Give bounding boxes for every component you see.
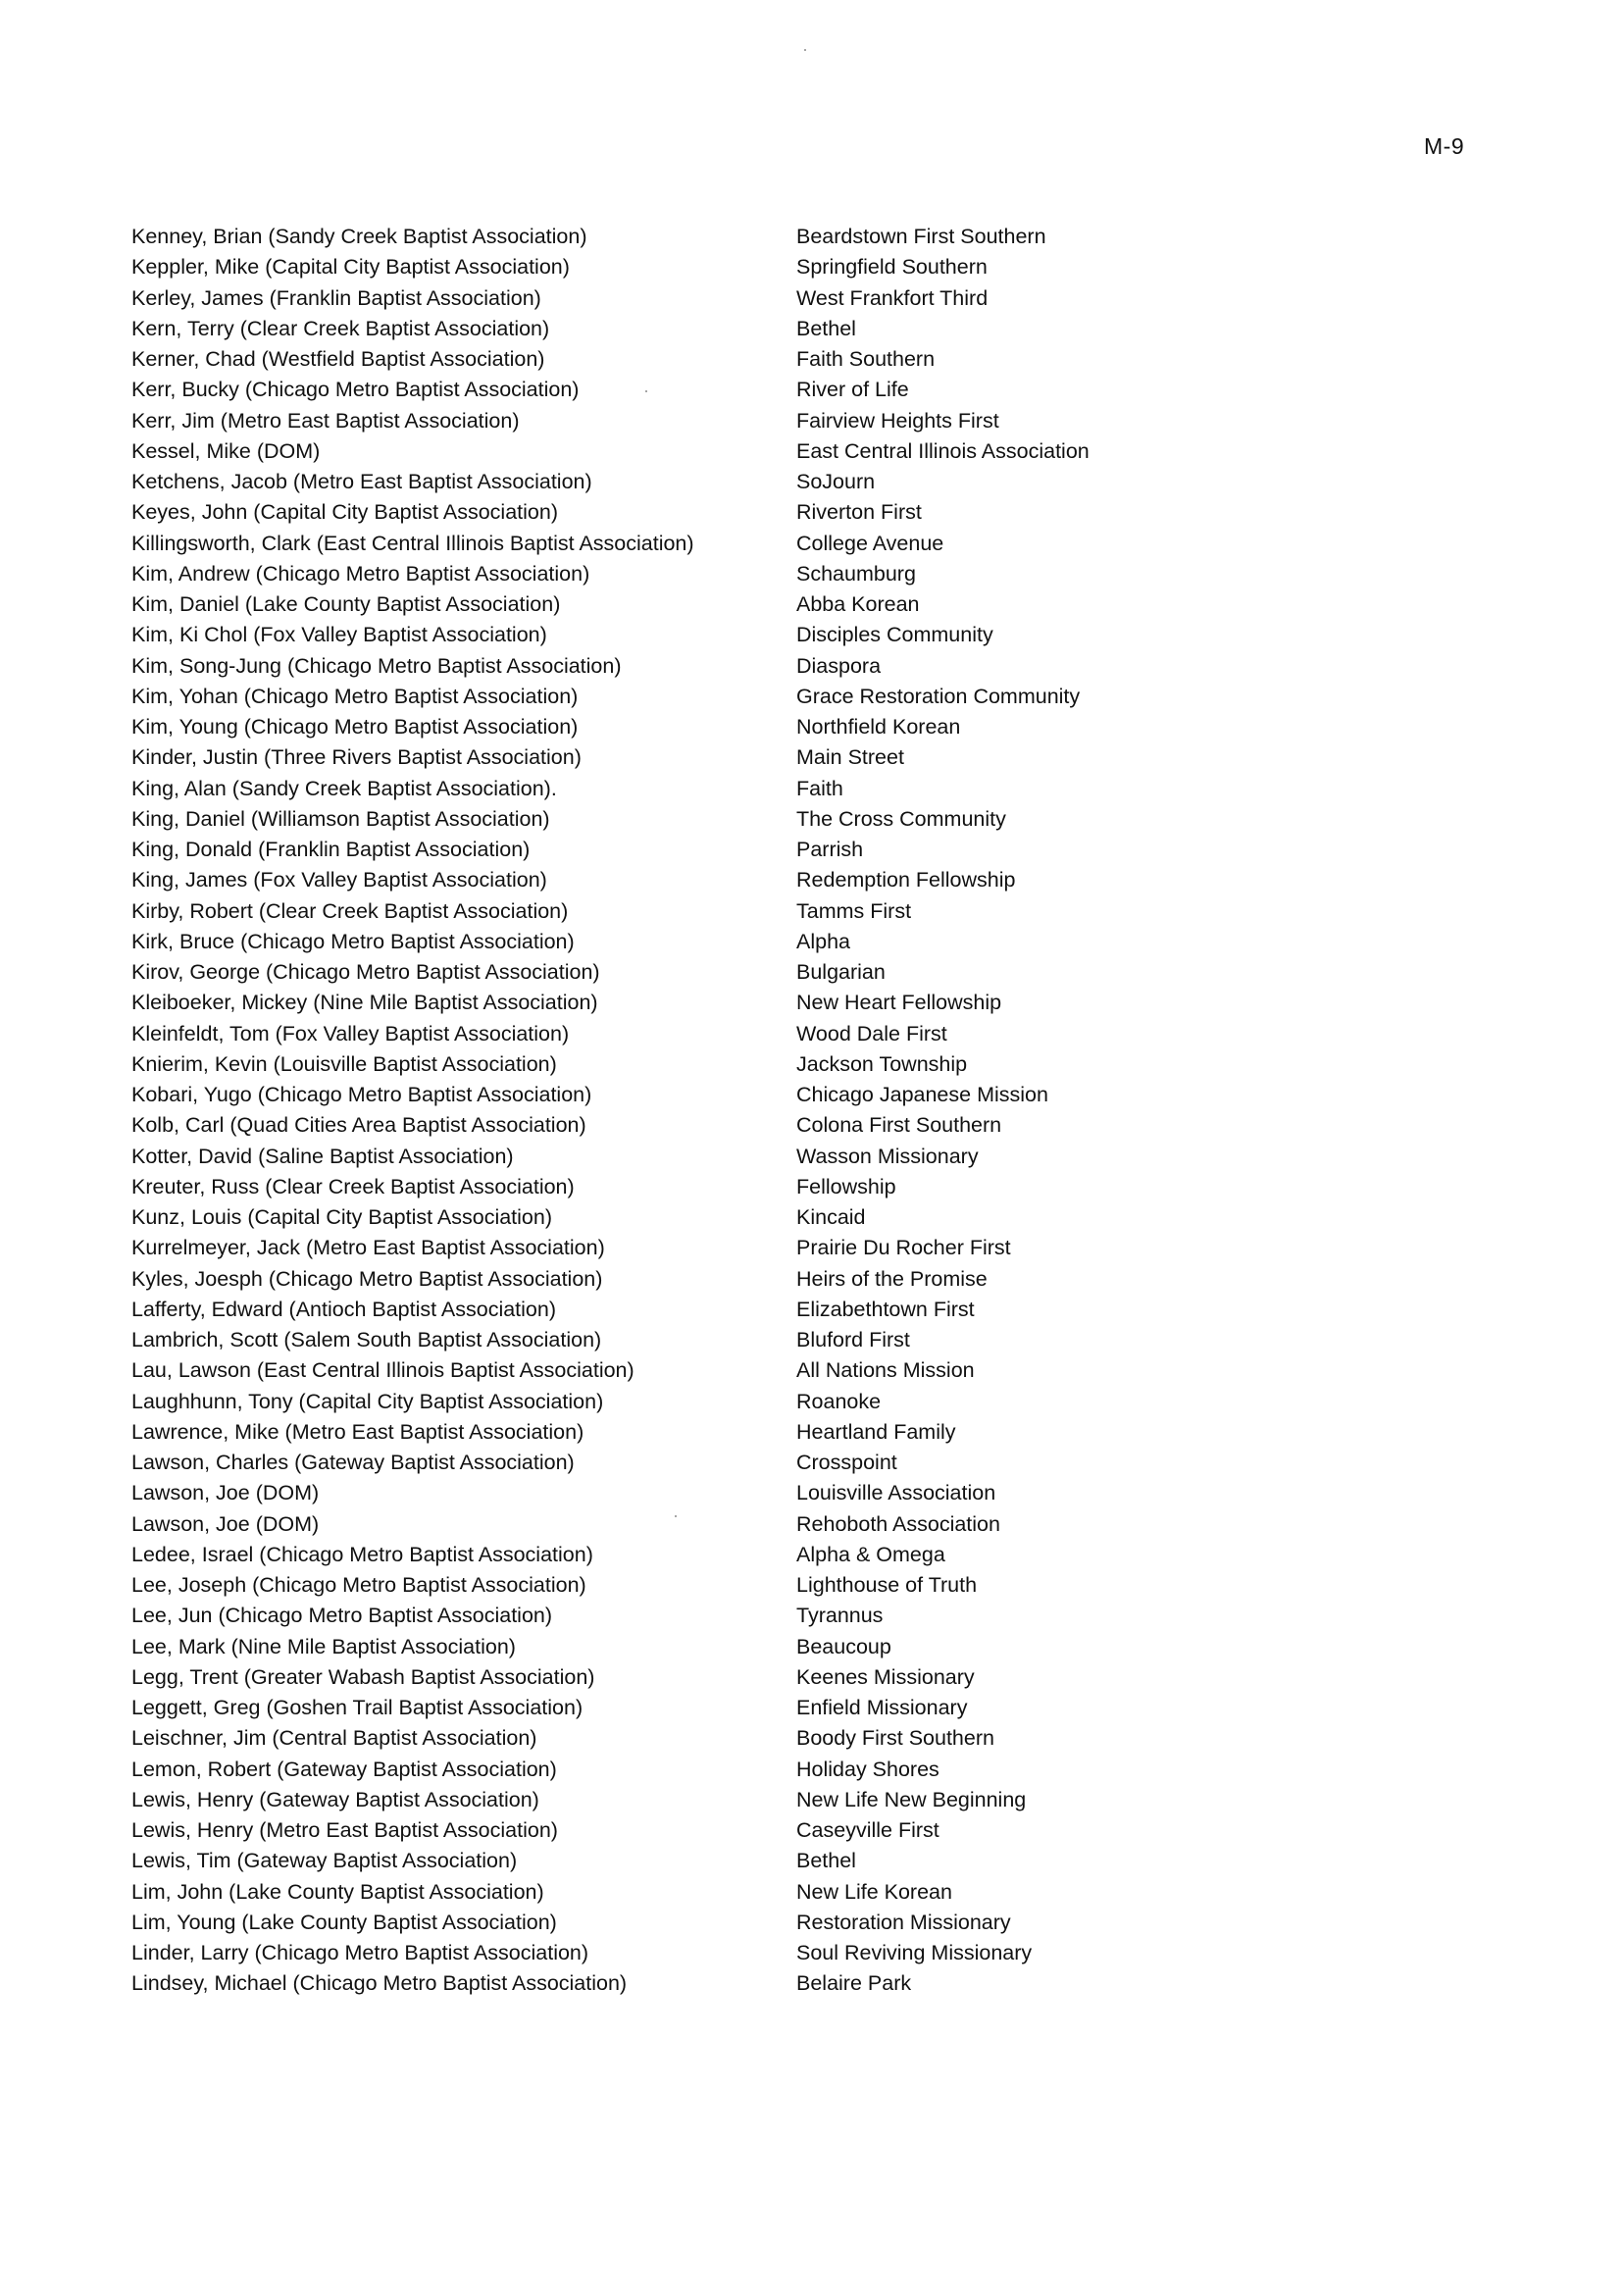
scan-speck	[675, 1515, 677, 1517]
church-name: Abba Korean	[796, 592, 920, 616]
church-name: The Cross Community	[796, 806, 1006, 831]
list-item	[131, 1877, 1504, 1908]
church-name: Northfield Korean	[796, 715, 961, 739]
church-name: Crosspoint	[796, 1451, 897, 1474]
church-name: Heartland Family	[796, 1419, 956, 1444]
list-item	[131, 1355, 1504, 1386]
church-name: Grace Restoration Community	[796, 684, 1081, 708]
list-item	[131, 1632, 1504, 1662]
pastor-name: Kirby, Robert (Clear Creek Baptist Association)	[131, 898, 569, 923]
pastor-name: Keppler, Mike (Capital City Baptist Association)	[131, 255, 570, 280]
pastor-name: Kim, Young (Chicago Metro Baptist Association)	[131, 715, 579, 739]
list-item	[131, 1478, 1504, 1508]
directory-list	[131, 222, 1504, 2000]
pastor-name: Kirov, George (Chicago Metro Baptist Association)	[131, 960, 600, 984]
scan-speck	[804, 49, 806, 51]
list-item	[131, 1110, 1504, 1141]
church-name: Faith Southern	[796, 347, 936, 371]
list-item	[131, 742, 1504, 773]
church-name: Alpha & Omega	[796, 1542, 945, 1566]
pastor-name: Ketchens, Jacob (Metro East Baptist Association)	[131, 470, 592, 493]
pastor-name: Kurrelmeyer, Jack (Metro East Baptist Association)	[131, 1236, 605, 1260]
scan-speck	[645, 390, 647, 392]
list-item	[131, 436, 1504, 467]
church-name: Belaire Park	[796, 1971, 912, 1996]
pastor-name: Kim, Song-Jung (Chicago Metro Baptist Association)	[131, 653, 622, 678]
list-item	[131, 1968, 1504, 1999]
list-item	[131, 1264, 1504, 1295]
list-item	[131, 1172, 1504, 1202]
church-name: College Avenue	[796, 531, 944, 555]
pastor-name: Kinder, Justin (Three Rivers Baptist Association)	[131, 745, 582, 770]
church-name: River of Life	[796, 378, 909, 402]
list-item	[131, 1325, 1504, 1355]
pastor-name: Lawson, Joe (DOM)	[131, 1511, 320, 1536]
church-name: New Life New Beginning	[796, 1787, 1027, 1811]
list-item	[131, 467, 1504, 497]
list-item	[131, 1509, 1504, 1540]
pastor-name: Kerr, Bucky (Chicago Metro Baptist Association)	[131, 378, 580, 402]
church-name: West Frankfort Third	[796, 285, 989, 310]
list-item	[131, 1723, 1504, 1754]
list-item	[131, 559, 1504, 589]
list-item	[131, 314, 1504, 344]
church-name: SoJourn	[796, 470, 876, 493]
list-item	[131, 835, 1504, 865]
pastor-name: Kolb, Carl (Quad Cities Area Baptist Association)	[131, 1113, 586, 1138]
pastor-name: Kessel, Mike (DOM)	[131, 438, 321, 463]
list-item	[131, 1448, 1504, 1478]
list-item	[131, 774, 1504, 804]
pastor-name: Killingsworth, Clark (East Central Illinois Baptist Association)	[131, 531, 694, 555]
pastor-name: Kim, Yohan (Chicago Metro Baptist Association)	[131, 684, 579, 708]
list-item	[131, 1570, 1504, 1601]
pastor-name: Knierim, Kevin (Louisville Baptist Association)	[131, 1051, 557, 1076]
pastor-name: Kim, Ki Chol (Fox Valley Baptist Association)	[131, 623, 547, 647]
pastor-name: Lewis, Henry (Metro East Baptist Association)	[131, 1818, 558, 1842]
church-name: Wasson Missionary	[796, 1144, 979, 1168]
church-name: Caseyville First	[796, 1818, 939, 1842]
church-name: Tyrannus	[796, 1604, 884, 1628]
pastor-name: Kobari, Yugo (Chicago Metro Baptist Association)	[131, 1083, 592, 1106]
list-item	[131, 1938, 1504, 1968]
pastor-name: Kerley, James (Franklin Baptist Association)	[131, 285, 541, 310]
pastor-name: Leggett, Greg (Goshen Trail Baptist Association)	[131, 1696, 584, 1719]
list-item	[131, 1417, 1504, 1448]
church-name: Restoration Missionary	[796, 1910, 1011, 1934]
church-name: Chicago Japanese Mission	[796, 1083, 1048, 1106]
church-name: Redemption Fellowship	[796, 868, 1016, 892]
list-item	[131, 1662, 1504, 1693]
church-name: Beardstown First Southern	[796, 225, 1046, 248]
list-item	[131, 896, 1504, 927]
pastor-name: King, Alan (Sandy Creek Baptist Association).	[131, 776, 557, 800]
pastor-name: Lee, Joseph (Chicago Metro Baptist Association)	[131, 1573, 586, 1597]
pastor-name: Keyes, John (Capital City Baptist Association)	[131, 500, 558, 525]
list-item	[131, 927, 1504, 957]
church-name: Holiday Shores	[796, 1757, 939, 1781]
church-name: Louisville Association	[796, 1481, 996, 1505]
pastor-name: Leischner, Jim (Central Baptist Association)	[131, 1726, 537, 1751]
list-item	[131, 682, 1504, 712]
church-name: Boody First Southern	[796, 1726, 994, 1751]
pastor-name: Lim, Young (Lake County Baptist Association)	[131, 1910, 557, 1934]
church-name: Heirs of the Promise	[796, 1266, 988, 1291]
pastor-name: Kunz, Louis (Capital City Baptist Association)	[131, 1205, 553, 1229]
pastor-name: King, Daniel (Williamson Baptist Association)	[131, 806, 550, 831]
church-name: Tamms First	[796, 898, 912, 923]
list-item	[131, 344, 1504, 375]
pastor-name: Kreuter, Russ (Clear Creek Baptist Association)	[131, 1174, 575, 1198]
list-item	[131, 1019, 1504, 1049]
church-name: Roanoke	[796, 1389, 882, 1413]
list-item	[131, 375, 1504, 405]
pastor-name: King, James (Fox Valley Baptist Association)	[131, 868, 547, 892]
list-item	[131, 712, 1504, 742]
list-item	[131, 1815, 1504, 1846]
list-item	[131, 1233, 1504, 1263]
church-name: Lighthouse of Truth	[796, 1573, 978, 1597]
church-name: Alpha	[796, 929, 850, 953]
list-item	[131, 283, 1504, 314]
list-item	[131, 865, 1504, 895]
list-item	[131, 1387, 1504, 1417]
pastor-name: Lewis, Tim (Gateway Baptist Association)	[131, 1849, 518, 1873]
list-item	[131, 529, 1504, 559]
church-name: New Life Korean	[796, 1879, 952, 1904]
church-name: Riverton First	[796, 500, 922, 525]
list-item	[131, 1755, 1504, 1785]
pastor-name: Lindsey, Michael (Chicago Metro Baptist Association)	[131, 1971, 628, 1996]
pastor-name: Linder, Larry (Chicago Metro Baptist Association)	[131, 1941, 589, 1964]
list-item	[131, 1142, 1504, 1172]
list-item	[131, 1080, 1504, 1110]
page-number: M-9	[1424, 133, 1465, 159]
church-name: New Heart Fellowship	[796, 991, 1002, 1015]
list-item	[131, 1049, 1504, 1080]
pastor-name: Lau, Lawson (East Central Illinois Baptist Association)	[131, 1358, 634, 1383]
pastor-name: Kleinfeldt, Tom (Fox Valley Baptist Association)	[131, 1021, 570, 1045]
church-name: Faith	[796, 776, 843, 800]
list-item	[131, 222, 1504, 252]
church-name: Rehoboth Association	[796, 1511, 1000, 1536]
church-name: Colona First Southern	[796, 1113, 1002, 1138]
pastor-name: Kleiboeker, Mickey (Nine Mile Baptist Association)	[131, 991, 598, 1015]
church-name: Springfield Southern	[796, 255, 988, 280]
list-item	[131, 804, 1504, 835]
list-item	[131, 406, 1504, 436]
church-name: Main Street	[796, 745, 904, 770]
pastor-name: Legg, Trent (Greater Wabash Baptist Association)	[131, 1664, 595, 1689]
church-name: Disciples Community	[796, 623, 993, 647]
pastor-name: Lawrence, Mike (Metro East Baptist Association)	[131, 1419, 584, 1444]
church-name: Kincaid	[796, 1205, 866, 1229]
church-name: Soul Reviving Missionary	[796, 1941, 1033, 1964]
pastor-name: Lawson, Joe (DOM)	[131, 1481, 320, 1505]
list-item	[131, 1295, 1504, 1325]
pastor-name: Kotter, David (Saline Baptist Association)	[131, 1144, 514, 1168]
church-name: Prairie Du Rocher First	[796, 1236, 1011, 1260]
pastor-name: Kim, Daniel (Lake County Baptist Association)	[131, 592, 561, 616]
pastor-name: Lafferty, Edward (Antioch Baptist Association)	[131, 1297, 557, 1321]
list-item	[131, 1202, 1504, 1233]
church-name: Elizabethtown First	[796, 1297, 975, 1321]
pastor-name: Kim, Andrew (Chicago Metro Baptist Association)	[131, 561, 590, 586]
church-name: Fairview Heights First	[796, 408, 999, 433]
church-name: Jackson Township	[796, 1051, 968, 1076]
pastor-name: Lee, Mark (Nine Mile Baptist Association)	[131, 1634, 516, 1658]
church-name: Beaucoup	[796, 1634, 891, 1658]
list-item	[131, 252, 1504, 282]
church-name: Schaumburg	[796, 561, 916, 586]
pastor-name: Kirk, Bruce (Chicago Metro Baptist Association)	[131, 929, 575, 953]
pastor-name: Laughhunn, Tony (Capital City Baptist Association)	[131, 1389, 604, 1413]
list-item	[131, 1693, 1504, 1723]
church-name: Parrish	[796, 838, 864, 861]
church-name: East Central Illinois Association	[796, 438, 1090, 463]
pastor-name: Lim, John (Lake County Baptist Association)	[131, 1879, 544, 1904]
list-item	[131, 1601, 1504, 1631]
church-name: Keenes Missionary	[796, 1664, 975, 1689]
list-item	[131, 620, 1504, 650]
pastor-name: Lewis, Henry (Gateway Baptist Association)	[131, 1787, 539, 1811]
list-item	[131, 1540, 1504, 1570]
pastor-name: Kerner, Chad (Westfield Baptist Association)	[131, 347, 545, 371]
church-name: Bulgarian	[796, 960, 886, 984]
list-item	[131, 589, 1504, 620]
pastor-name: Ledee, Israel (Chicago Metro Baptist Association)	[131, 1542, 593, 1566]
church-name: Fellowship	[796, 1174, 896, 1198]
pastor-name: Kenney, Brian (Sandy Creek Baptist Association)	[131, 225, 587, 248]
pastor-name: Lemon, Robert (Gateway Baptist Association)	[131, 1757, 557, 1781]
church-name: All Nations Mission	[796, 1358, 975, 1383]
pastor-name: Kyles, Joesph (Chicago Metro Baptist Association)	[131, 1266, 603, 1291]
church-name: Wood Dale First	[796, 1021, 947, 1045]
list-item	[131, 1846, 1504, 1876]
pastor-name: Lee, Jun (Chicago Metro Baptist Association)	[131, 1604, 553, 1628]
list-item	[131, 1785, 1504, 1815]
list-item	[131, 497, 1504, 528]
list-item	[131, 1908, 1504, 1938]
church-name: Bluford First	[796, 1328, 910, 1351]
list-item	[131, 651, 1504, 682]
pastor-name: King, Donald (Franklin Baptist Association)	[131, 838, 531, 861]
church-name: Diaspora	[796, 653, 882, 678]
church-name: Bethel	[796, 316, 856, 340]
list-item	[131, 957, 1504, 988]
pastor-name: Lawson, Charles (Gateway Baptist Association)	[131, 1451, 575, 1474]
church-name: Enfield Missionary	[796, 1696, 968, 1719]
list-item	[131, 988, 1504, 1018]
pastor-name: Kerr, Jim (Metro East Baptist Association)	[131, 408, 520, 433]
pastor-name: Kern, Terry (Clear Creek Baptist Association)	[131, 316, 550, 340]
church-name: Bethel	[796, 1849, 856, 1873]
pastor-name: Lambrich, Scott (Salem South Baptist Association)	[131, 1328, 602, 1351]
